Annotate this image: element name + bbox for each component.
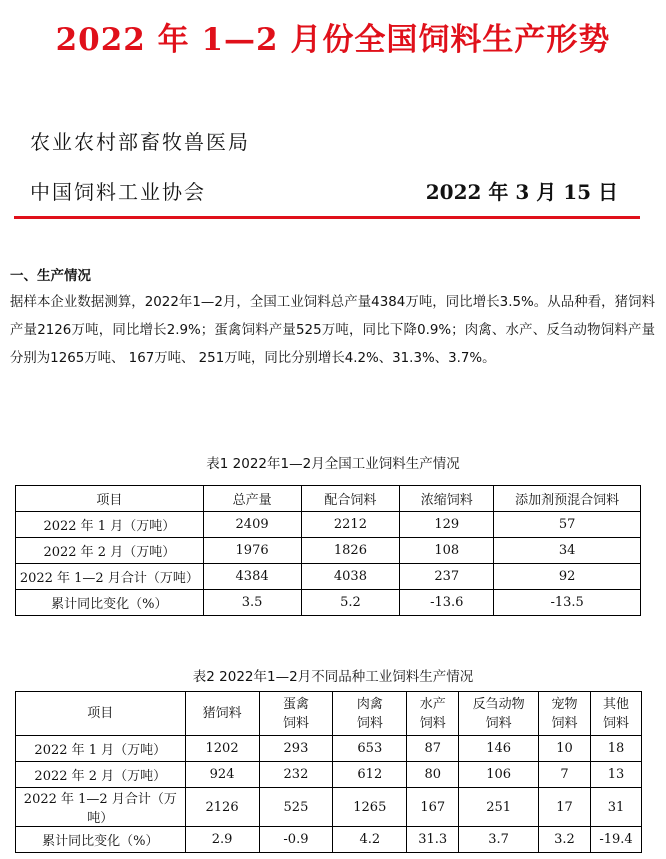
table-cell: 4.2 (333, 827, 407, 853)
table-header-cell: 总产量 (203, 486, 301, 512)
table-cell: 167 (407, 788, 459, 827)
table-cell: 18 (590, 736, 641, 762)
table-cell: 2022 年 1—2 月合计（万吨） (16, 564, 204, 590)
table-cell: 80 (407, 762, 459, 788)
table-cell: 3.5 (203, 590, 301, 616)
table-cell: 92 (494, 564, 641, 590)
table-cell: 87 (407, 736, 459, 762)
table-cell: 232 (259, 762, 333, 788)
table-cell: 525 (259, 788, 333, 827)
header-line: 饲料 (282, 715, 309, 731)
table-cell: 1202 (185, 736, 259, 762)
header-line: 饲料 (602, 715, 629, 731)
table-header-cell (590, 692, 641, 736)
table-row (16, 590, 641, 616)
table-cell: 146 (459, 736, 539, 762)
table-cell: 924 (185, 762, 259, 788)
table-cell: 2126 (185, 788, 259, 827)
table-cell: 13 (590, 762, 641, 788)
table-cell: 2022 年 1 月（万吨） (16, 512, 204, 538)
header-line: 宠物 (551, 696, 578, 712)
table-row (16, 736, 642, 762)
table-header-row (16, 692, 642, 736)
table1-feed-production (15, 485, 641, 616)
table-cell: 7 (539, 762, 591, 788)
header-line: 水产 (419, 696, 446, 712)
table-cell: 3.7 (459, 827, 539, 853)
table-row (16, 538, 641, 564)
section-body-production: 据样本企业数据测算，2022年1—2月，全国工业饲料总产量4384万吨，同比增长3.5%。从品种看，猪饲料产量2126万吨，同比增长2.9%；蛋禽饲料产量525万吨，同比下降0.9%；肉禽、水产、反刍动物饲料产量分别为1265万吨、 167万吨、 251万吨，同比分别增长4.2%、31.3%、3.7%。 (10, 295, 655, 366)
table-header-cell (259, 692, 333, 736)
table2-feed-by-variety (15, 691, 642, 853)
table-cell: 251 (459, 788, 539, 827)
table-row (16, 762, 642, 788)
table-header-cell: 浓缩饲料 (400, 486, 494, 512)
header-line: 蛋禽 (282, 696, 309, 712)
table-cell: 2022 年 1—2 月合计（万吨） (16, 788, 186, 827)
table-row (16, 564, 641, 590)
table-cell: 4038 (301, 564, 400, 590)
table-cell: 2212 (301, 512, 400, 538)
issuer-association: 中国饲料工业协会 (30, 180, 206, 204)
table-header-cell (333, 692, 407, 736)
table-cell: 2022 年 2 月（万吨） (16, 762, 186, 788)
table-header-cell: 配合饲料 (301, 486, 400, 512)
table-cell: 31.3 (407, 827, 459, 853)
table-cell: 129 (400, 512, 494, 538)
table-row (16, 512, 641, 538)
table-cell: 3.2 (539, 827, 591, 853)
table-cell: -13.6 (400, 590, 494, 616)
table-cell: 653 (333, 736, 407, 762)
table-cell: -0.9 (259, 827, 333, 853)
table-row (16, 788, 642, 827)
table-cell: 2409 (203, 512, 301, 538)
table-header-cell: 添加剂预混合饲料 (494, 486, 641, 512)
header-line: 肉禽 (356, 696, 383, 712)
table-cell: 2.9 (185, 827, 259, 853)
red-divider (14, 216, 640, 219)
table-cell: 106 (459, 762, 539, 788)
table-cell: 5.2 (301, 590, 400, 616)
header-line: 饲料 (356, 715, 383, 731)
table-cell: 108 (400, 538, 494, 564)
table-cell: 293 (259, 736, 333, 762)
header-line: 饲料 (419, 715, 446, 731)
table-cell: 31 (590, 788, 641, 827)
issuer-ministry: 农业农村部畜牧兽医局 (30, 130, 250, 154)
table-cell: 34 (494, 538, 641, 564)
table-header-cell: 猪饲料 (185, 692, 259, 736)
issue-date: 2022 年 3 月 15 日 (425, 180, 618, 204)
table2-caption: 表2 2022年1—2月不同品种工业饲料生产情况 (192, 669, 474, 685)
header-line: 饲料 (551, 715, 578, 731)
table-header-cell (459, 692, 539, 736)
table-cell: 2022 年 1 月（万吨） (16, 736, 186, 762)
table-cell: -13.5 (494, 590, 641, 616)
header-line: 其他 (602, 696, 629, 712)
table-header-cell (407, 692, 459, 736)
table-cell: 累计同比变化（%） (16, 590, 204, 616)
table-cell: 10 (539, 736, 591, 762)
header-line: 反刍动物 (472, 696, 525, 712)
table-cell: 1265 (333, 788, 407, 827)
table-cell: 1976 (203, 538, 301, 564)
table-row (16, 827, 642, 853)
table-header-cell: 项目 (16, 692, 186, 736)
table-cell: 612 (333, 762, 407, 788)
table1-caption: 表1 2022年1—2月全国工业饲料生产情况 (206, 456, 460, 472)
document-title: 2022 年 1—2 月份全国饲料生产形势 (55, 22, 611, 58)
header-line: 饲料 (485, 715, 512, 731)
table-cell: 17 (539, 788, 591, 827)
table-header-cell (539, 692, 591, 736)
table-cell: 57 (494, 512, 641, 538)
table-cell: 4384 (203, 564, 301, 590)
table-cell: 237 (400, 564, 494, 590)
table-header-cell: 项目 (16, 486, 204, 512)
table-cell: 累计同比变化（%） (16, 827, 186, 853)
table-cell: 2022 年 2 月（万吨） (16, 538, 204, 564)
table-header-row (16, 486, 641, 512)
table-cell: -19.4 (590, 827, 641, 853)
table-cell: 1826 (301, 538, 400, 564)
section-heading-production: 一、生产情况 (10, 268, 91, 284)
